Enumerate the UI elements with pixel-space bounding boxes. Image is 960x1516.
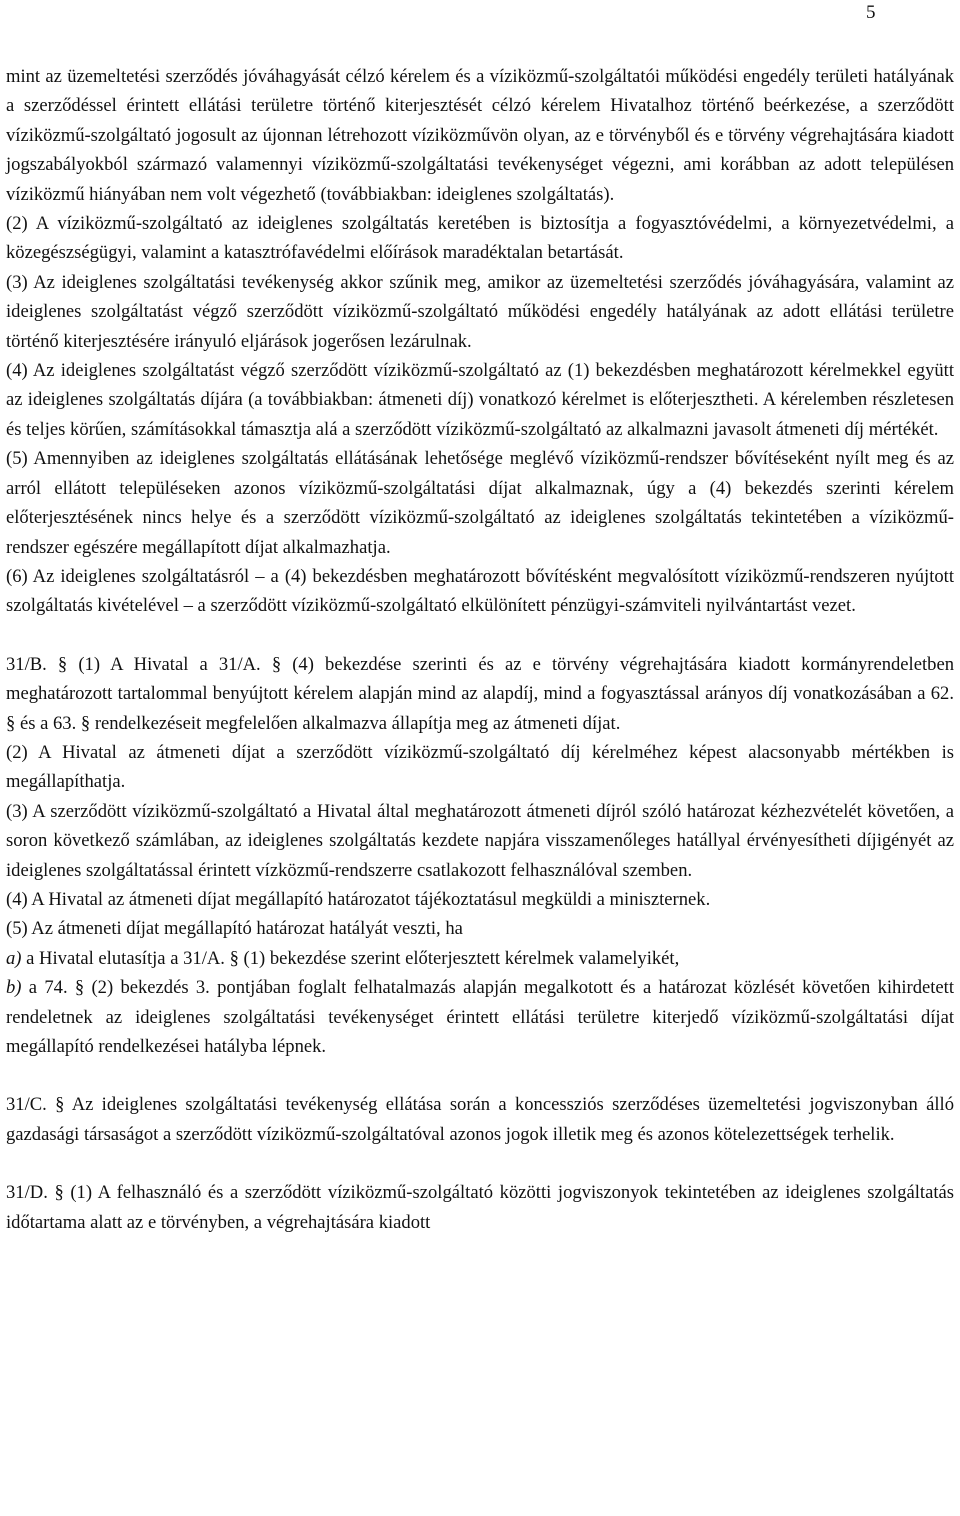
- section-31b-3: (3) A szerződött víziközmű-szolgáltató a Hivatal által meghatározott átmeneti díjról szóló határozat kézhezvételét követően, a soron következő számlában, az ideiglenes szolgáltatás kezdete napjára visszamenőleges hatállyal érvényesítheti díjigényét az ideiglenes szolgáltatással érintett vízközmű-rendszerre csatlakozott felhasználóval szemben.: [6, 800, 954, 881]
- section-31b-4: (4) A Hivatal az átmeneti díjat megállapító határozatot tájékoztatásul megküldi a miniszternek.: [6, 888, 711, 910]
- paragraph-31a-2: (2) A víziközmű-szolgáltató az ideiglenes szolgáltatás keretében is biztosítja a fogyasztóvédelmi, a környezetvédelmi, a közegészségügyi, valamint a katasztrófavédelmi előírások maradéktalan betartását.: [6, 213, 954, 264]
- item-a-text: a Hivatal elutasítja a 31/A. § (1) bekezdése szerint előterjesztett kérelmek valamelyikét,: [26, 947, 680, 969]
- paragraph-31a-3: (3) Az ideiglenes szolgáltatási tevékenység akkor szűnik meg, amikor az üzemeltetési szerződés jóváhagyására, valamint az ideiglenes szolgáltatást végző szerződött víziközmű-szolgáltató működési engedély hatályának az adott ellátási területre történő kiterjesztésére irányuló eljárások jogerősen lezárulnak.: [6, 271, 954, 352]
- document-body: [6, 62, 954, 1237]
- paragraph-31a-1-continued: mint az üzemeltetési szerződés jóváhagyását célzó kérelem és a víziközmű-szolgáltatói működési engedély területi hatályának a szerződéssel érintett ellátási területre történő kiterjesztését célzó kérelem Hivatalhoz történő beérkezése, a szerződött víziközmű-szolgáltató jogosult az újonnan létrehozott víziközművön olyan, az e törvényből és e törvény végrehajtására kiadott jogszabályokból származó valamennyi víziközmű-szolgáltatási tevékenységet végezni, ami korábban az adott településen víziközmű hiányában nem volt végezhető (továbbiakban: ideiglenes szolgáltatás).: [6, 66, 954, 205]
- item-b-text: a 74. § (2) bekezdés 3. pontjában foglalt felhatalmazás alapján megalkotott és a határozat közlését követően kihirdetett rendeletnek az ideiglenes szolgáltatási tevékenységet érintett ellátási területre kiterjedő víziközmű-szolgáltatási díjat megállapító rendelkezései hatályba lépnek.: [6, 977, 954, 1057]
- section-31b-5-item-b: [6, 973, 954, 1061]
- paragraph-31a-5: (5) Amennyiben az ideiglenes szolgáltatás ellátásának lehetősége meglévő víziközmű-rendszer bővítéseként nyílt meg és az arról ellátott településeken azonos víziközmű-szolgáltatási díjat alkalmaznak, úgy a (4) bekezdés szerinti kérelem előterjesztésének nincs helye és a szerződött víziközmű-szolgáltató az ideiglenes szolgáltatás tekintetében a víziközmű-rendszer egészére megállapított díjat alkalmazhatja.: [6, 448, 954, 558]
- section-31c: 31/C. § Az ideiglenes szolgáltatási tevékenység ellátása során a koncessziós szerződéses üzemeltetési jogviszonyban álló gazdasági társaságot a szerződött víziközmű-szolgáltatóval azonos jogok illetik meg és azonos kötelezettségek terhelik.: [6, 1094, 954, 1145]
- section-31d-1: 31/D. § (1) A felhasználó és a szerződött víziközmű-szolgáltató közötti jogviszonyok tekintetében az ideiglenes szolgáltatás időtartama alatt az e törvényben, a végrehajtására kiadott: [6, 1182, 954, 1233]
- paragraph-31a-4: (4) Az ideiglenes szolgáltatást végző szerződött víziközmű-szolgáltató az (1) bekezdésben meghatározott kérelmekkel együtt az ideiglenes szolgáltatás díjára (a továbbiakban: átmeneti díj) vonatkozó kérelmet is előterjesztheti. A kérelemben részletesen és teljes körűen, számításokkal támasztja alá a szerződött víziközmű-szolgáltató az alkalmazni javasolt átmeneti díj mértékét.: [6, 360, 954, 440]
- section-31b-1: 31/B. § (1) A Hivatal a 31/A. § (4) bekezdése szerinti és az e törvény végrehajtására kiadott kormányrendeletben meghatározott tartalommal benyújtott kérelem alapján mind az alapdíj, mind a fogyasztással arányos díj vonatkozásában a 62. § és a 63. § rendelkezéseit megfelelően alkalmazva állapítja meg az átmeneti díjat.: [6, 653, 954, 734]
- paragraph-31a-6: (6) Az ideiglenes szolgáltatásról – a (4) bekezdésben meghatározott bővítésként megvalósított víziközmű-rendszeren nyújtott szolgáltatás kivételével – a szerződött víziközmű-szolgáltató elkülönített pénzügyi-számviteli nyilvántartást vezet.: [6, 565, 954, 617]
- page-number: 5: [866, 2, 876, 23]
- section-31b-5-item-a: [6, 944, 954, 973]
- item-letter-a: a): [6, 947, 22, 969]
- section-31b-2: (2) A Hivatal az átmeneti díjat a szerződött víziközmű-szolgáltató díj kérelméhez képest alacsonyabb mértékben is megállapíthatja.: [6, 741, 954, 793]
- section-31b-5: (5) Az átmeneti díjat megállapító határozat hatályát veszti, ha: [6, 918, 463, 940]
- item-letter-b: b): [6, 977, 22, 999]
